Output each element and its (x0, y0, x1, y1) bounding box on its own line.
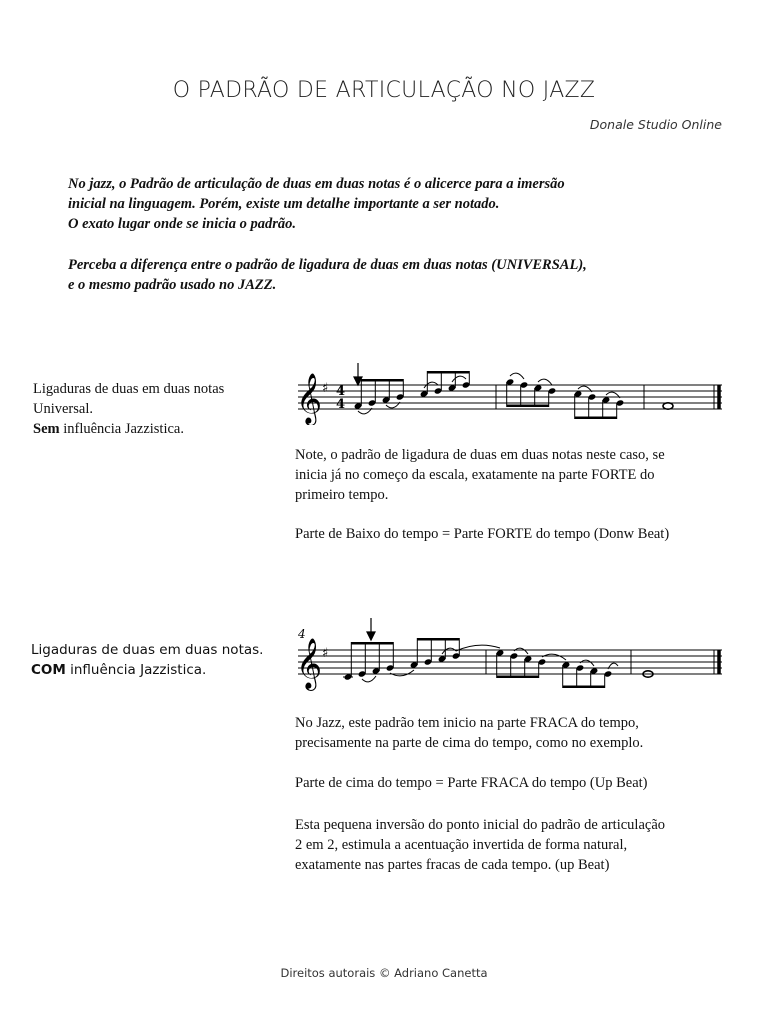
caption-line (31, 660, 271, 680)
note-line: exatamente nas partes fracas de cada tempo. (up Beat) (295, 857, 610, 873)
music-staff-jazz (288, 612, 728, 692)
note-line: inicia já no começo da escala, exatamente na parte FORTE do (295, 467, 655, 483)
example2-conclusion (295, 815, 735, 875)
treble-clef-icon: 𝄞 (296, 638, 323, 689)
note-line: primeiro tempo. (295, 487, 389, 503)
caption-rest: influência Jazzistica. (59, 421, 184, 437)
example1-explanation (295, 445, 735, 505)
beam (507, 405, 549, 408)
measure-number: 4 (298, 627, 306, 641)
time-signature-bottom: 4 (336, 397, 346, 412)
beam (351, 642, 393, 645)
slur (580, 660, 594, 666)
slur (514, 648, 528, 654)
notes-group (354, 371, 673, 419)
down-arrow-icon (354, 363, 362, 385)
caption-bold: COM (31, 662, 66, 678)
slur (452, 376, 466, 382)
beam (427, 371, 469, 374)
intro-line: No jazz, o Padrão de articulação de duas em duas notas é o alicerce para a imersão (68, 176, 565, 192)
example2-definition (295, 773, 735, 793)
example1-definition (295, 524, 735, 544)
beam (361, 379, 403, 382)
example2-caption (31, 640, 271, 680)
example1-caption (33, 379, 263, 439)
note-line: Parte de Baixo do tempo = Parte FORTE do tempo (Donw Beat) (295, 526, 670, 542)
caption-line: Ligaduras de duas em duas notas (33, 381, 225, 397)
intro-paragraph-2 (68, 255, 748, 295)
copyright-footer: Direitos autorais © Adriano Canetta (280, 966, 488, 980)
intro-line: e o mesmo padrão usado no JAZZ. (68, 277, 277, 293)
time-signature-top: 4 (336, 384, 346, 399)
beam (563, 686, 605, 689)
music-staff-universal (288, 355, 728, 425)
down-arrow-icon (367, 618, 375, 640)
sharp-icon: ♯ (322, 646, 329, 661)
treble-clef-icon: 𝄞 (296, 373, 323, 424)
caption-line: Ligaduras de duas em duas notas. (31, 642, 264, 658)
page-title: O PADRÃO DE ARTICULAÇÃO NO JAZZ (172, 78, 596, 103)
caption-line: Universal. (33, 401, 93, 417)
caption-rest: influência Jazzistica. (65, 662, 207, 678)
notes-group (343, 638, 653, 688)
note-line: Esta pequena inversão do ponto inicial do padrão de articulação (295, 817, 666, 833)
note-line: 2 em 2, estimula a acentuação invertida de forma natural, (295, 837, 628, 853)
slur (542, 654, 566, 660)
sharp-icon: ♯ (322, 381, 329, 396)
note-line: Parte de cima do tempo = Parte FRACA do tempo (Up Beat) (295, 775, 648, 791)
note-line: No Jazz, este padrão tem inicio na parte FRACA do tempo, (295, 715, 639, 731)
note-line: Note, o padrão de ligadura de duas em duas notas neste caso, se (295, 447, 665, 463)
whole-note (663, 403, 673, 409)
caption-bold: Sem (33, 421, 60, 437)
caption-line (33, 419, 263, 439)
intro-line: inicial na linguagem. Porém, existe um detalhe importante a ser notado. (68, 196, 500, 212)
intro-line: O exato lugar onde se inicia o padrão. (68, 216, 296, 232)
beam (417, 638, 459, 641)
intro-paragraph-1 (68, 174, 748, 234)
intro-line: Perceba a diferença entre o padrão de ligadura de duas em duas notas (UNIVERSAL), (68, 257, 587, 273)
page-subtitle: Donale Studio Online (589, 117, 722, 132)
example2-explanation (295, 713, 735, 753)
beam (497, 676, 539, 679)
slur (538, 379, 552, 385)
slur (510, 373, 524, 379)
note-line: precisamente na parte de cima do tempo, como no exemplo. (295, 735, 644, 751)
staff-lines (298, 650, 722, 674)
slur (362, 676, 376, 682)
beam (575, 417, 617, 420)
slur (442, 648, 456, 654)
slur (390, 670, 414, 676)
